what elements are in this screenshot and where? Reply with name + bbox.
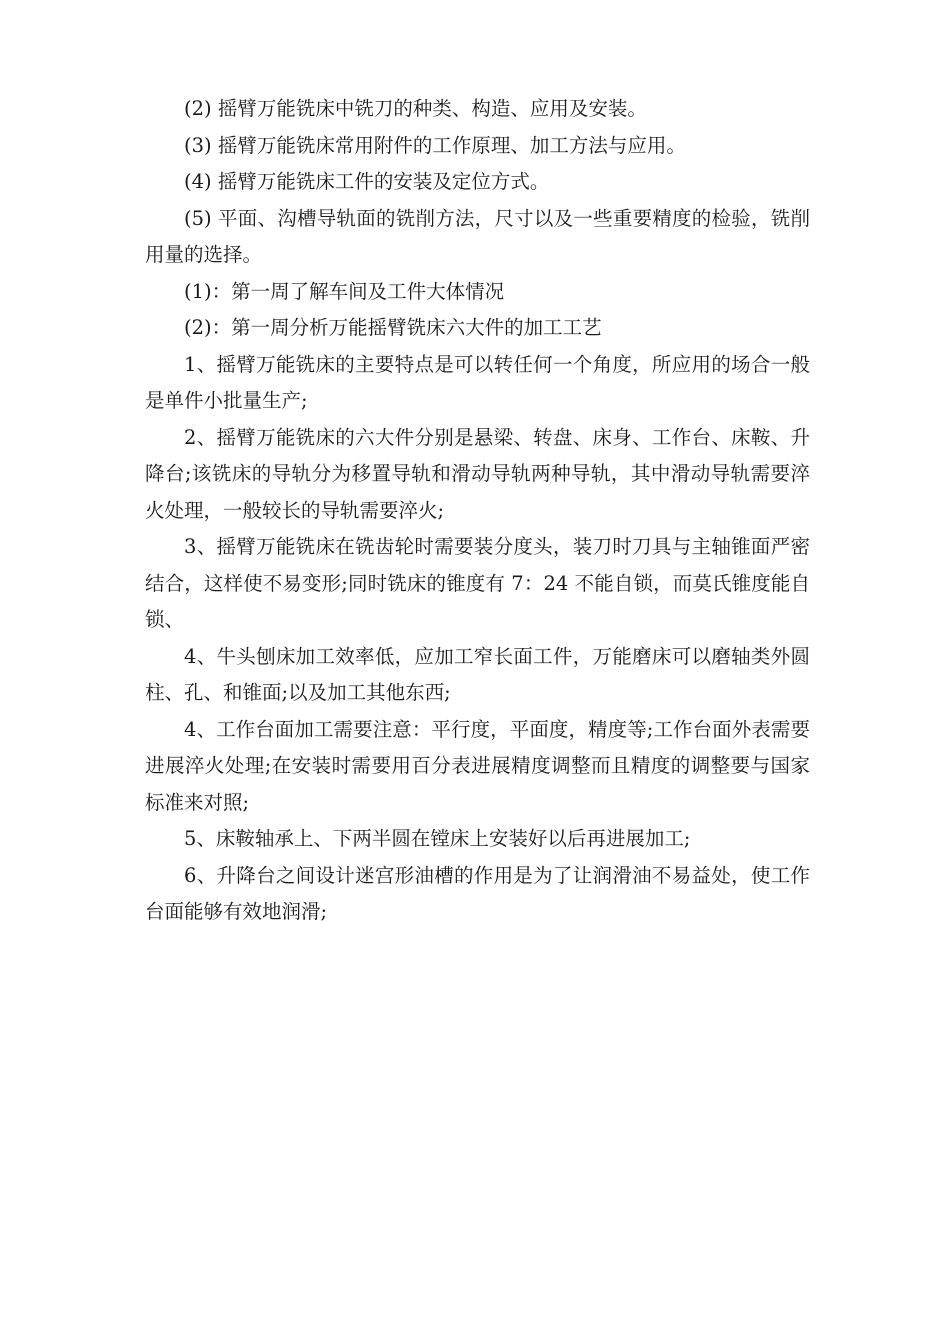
paragraph-point-5: 5、床鞍轴承上、下两半圆在镗床上安装好以后再进展加工; [184,827,691,850]
paragraph-item-2: (2) 摇臂万能铣床中铣刀的种类、构造、应用及安装。 [184,97,647,120]
paragraph-point-2: 2、摇臂万能铣床的六大件分别是悬梁、转盘、床身、工作台、床鞍、升降台;该铣床的导轨分为移置导轨和滑动导轨两种导轨，其中滑动导轨需要淬火处理，一般较长的导轨需要淬火; [145,425,810,522]
paragraph-item-5: (5) 平面、沟槽导轨面的铣削方法，尺寸以及一些重要精度的检验，铣削用量的选择。 [145,206,810,266]
document-page [145,91,810,931]
paragraph-item-4: (4) 摇臂万能铣床工件的安装及定位方式。 [184,170,550,193]
paragraph-week-2: (2)：第一周分析万能摇臂铣床六大件的加工工艺 [184,316,602,339]
paragraph-point-3: 3、摇臂万能铣床在铣齿轮时需要装分度头，装刀时刀具与主轴锥面严密结合，这样使不易变形;同时铣床的锥度有 7：24 不能自锁，而莫氏锥度能自锁、 [145,535,810,631]
paragraph-point-4b: 4、工作台面加工需要注意：平行度，平面度，精度等;工作台面外表需要进展淬火处理;在安装时需要用百分表进展精度调整而且精度的调整要与国家标准来对照; [145,717,810,814]
paragraph-week-1: (1)：第一周了解车间及工件大体情况 [184,279,505,303]
paragraph-point-4a: 4、牛头刨床加工效率低，应加工窄长面工件，万能磨床可以磨轴类外圆柱、孔、和锥面;以及加工其他东西; [145,644,810,704]
paragraph-point-6: 6、升降台之间设计迷宫形油槽的作用是为了让润滑油不易益处，使工作台面能够有效地润滑; [145,863,810,923]
paragraph-item-3: (3) 摇臂万能铣床常用附件的工作原理、加工方法与应用。 [184,133,686,157]
paragraph-point-1: 1、摇臂万能铣床的主要特点是可以转任何一个角度，所应用的场合一般是单件小批量生产; [145,352,810,412]
